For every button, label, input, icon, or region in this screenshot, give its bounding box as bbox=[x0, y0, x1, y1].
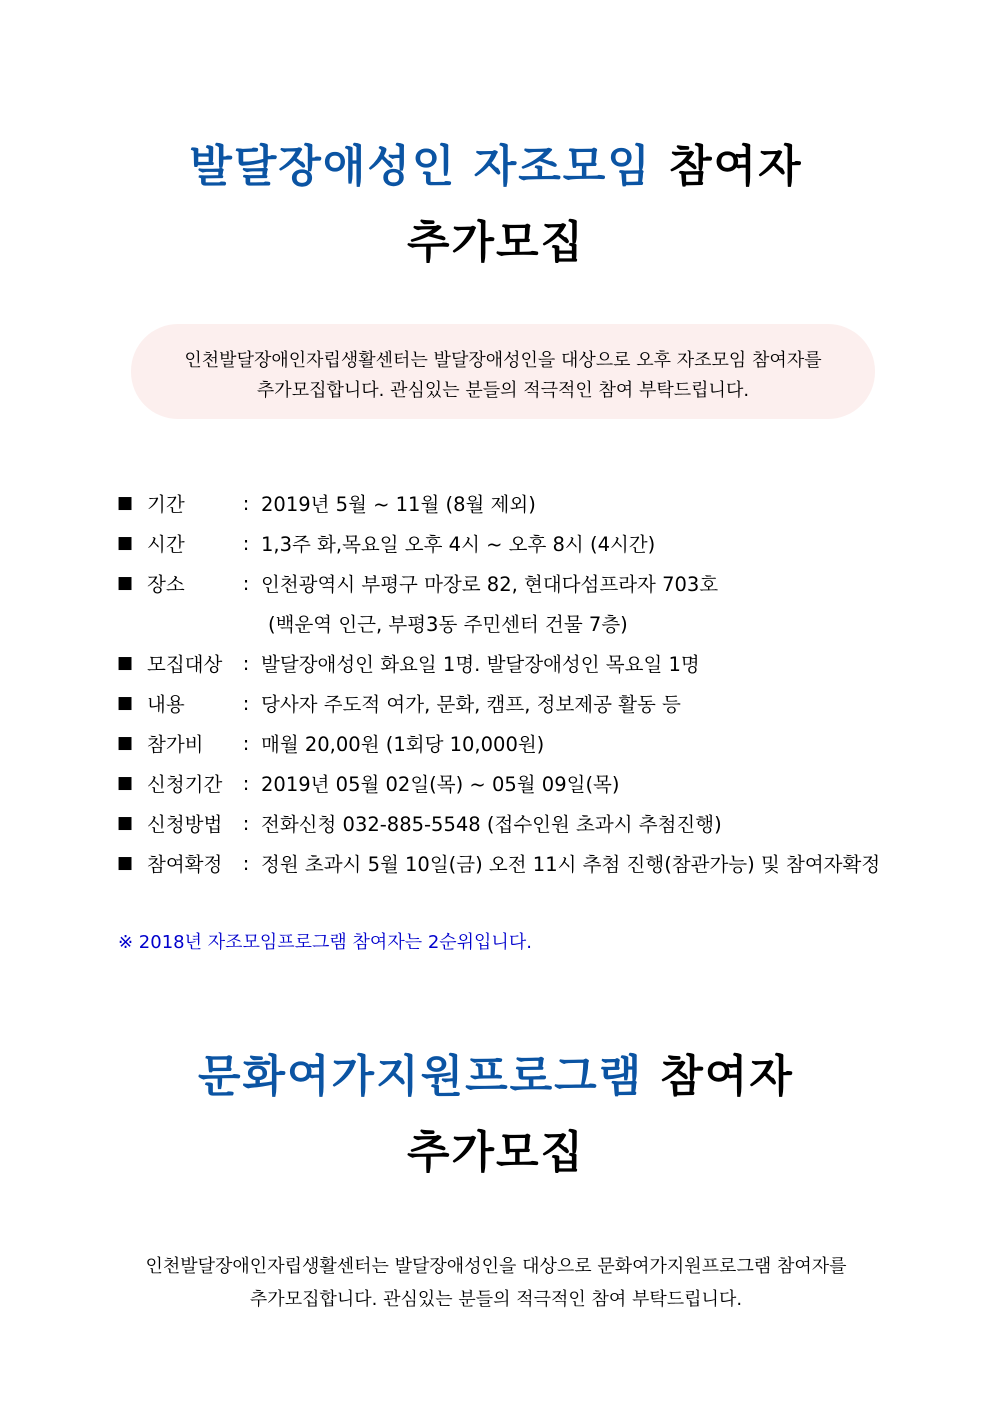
info-value: 정원 초과시 5월 10일(금) 오전 11시 추첨 진행(참관가능) 및 참여자확정 bbox=[261, 853, 881, 876]
info-row-location-detail bbox=[117, 603, 917, 643]
colon-separator: : bbox=[242, 491, 250, 515]
colon-separator: : bbox=[242, 811, 250, 835]
info-label: 신청방법 bbox=[147, 813, 223, 836]
info-label: 모집대상 bbox=[147, 653, 223, 676]
info-value: 당사자 주도적 여가, 문화, 캠프, 정보제공 활동 등 bbox=[261, 693, 681, 716]
info-label: 참여확정 bbox=[147, 853, 223, 876]
bullet-icon: ■ bbox=[117, 493, 134, 513]
section2-subtitle: 추가모집 bbox=[406, 1127, 585, 1178]
section1-intro-line1: 인천발달장애인자립생활센터는 발달장애성인을 대상으로 오후 자조모임 참여자를 bbox=[184, 350, 822, 371]
section1-title-highlight: 발달장애성인 자조모임 bbox=[189, 141, 652, 192]
section1-title bbox=[0, 139, 992, 195]
info-value: 발달장애성인 화요일 1명. 발달장애성인 목요일 1명 bbox=[261, 653, 700, 676]
info-value: 1,3주 화,목요일 오후 4시 ~ 오후 8시 (4시간) bbox=[261, 533, 656, 556]
info-value: 2019년 5월 ~ 11월 (8월 제외) bbox=[261, 493, 536, 516]
section2-title bbox=[0, 1049, 992, 1105]
info-row-period bbox=[117, 483, 917, 523]
colon-separator: : bbox=[242, 571, 250, 595]
bullet-icon: ■ bbox=[117, 533, 134, 553]
section1-notice-box bbox=[131, 324, 875, 419]
info-row-application-method bbox=[117, 803, 917, 843]
info-value: 매월 20,00원 (1회당 10,000원) bbox=[261, 733, 545, 756]
info-label: 참가비 bbox=[147, 733, 204, 756]
footnote: ※ 2018년 자조모임프로그램 참여자는 2순위입니다. bbox=[118, 932, 532, 953]
colon-separator: : bbox=[242, 691, 250, 715]
colon-separator: : bbox=[242, 731, 250, 755]
info-list bbox=[117, 483, 917, 883]
colon-separator: : bbox=[242, 651, 250, 675]
info-label: 신청기간 bbox=[147, 773, 223, 796]
section1-subtitle: 추가모집 bbox=[406, 217, 585, 268]
colon-separator: : bbox=[242, 531, 250, 555]
colon-separator: : bbox=[242, 771, 250, 795]
bullet-icon: ■ bbox=[117, 693, 134, 713]
bullet-icon: ■ bbox=[117, 853, 134, 873]
info-row-location bbox=[117, 563, 917, 603]
info-label: 장소 bbox=[147, 573, 185, 596]
info-label: 기간 bbox=[147, 493, 185, 516]
info-row-application-period bbox=[117, 763, 917, 803]
info-row-fee bbox=[117, 723, 917, 763]
section2-intro-line1: 인천발달장애인자립생활센터는 발달장애성인을 대상으로 문화여가지원프로그램 참여자를 bbox=[145, 1256, 847, 1277]
bullet-icon: ■ bbox=[117, 653, 134, 673]
section2-title-suffix: 참여자 bbox=[660, 1051, 794, 1102]
info-label: 내용 bbox=[147, 693, 185, 716]
info-value: (백운역 인근, 부평3동 주민센터 건물 7층) bbox=[268, 613, 628, 636]
info-label: 시간 bbox=[147, 533, 185, 556]
section2-intro-line2: 추가모집합니다. 관심있는 분들의 적극적인 참여 부탁드립니다. bbox=[249, 1289, 743, 1310]
bullet-icon: ■ bbox=[117, 813, 134, 833]
bullet-icon: ■ bbox=[117, 773, 134, 793]
bullet-icon: ■ bbox=[117, 733, 134, 753]
info-value: 2019년 05월 02일(목) ~ 05월 09일(목) bbox=[261, 773, 620, 796]
section1-intro-line2: 추가모집합니다. 관심있는 분들의 적극적인 참여 부탁드립니다. bbox=[256, 380, 750, 401]
info-row-confirmation bbox=[117, 843, 917, 883]
section1-title-suffix: 참여자 bbox=[669, 141, 803, 192]
info-row-time bbox=[117, 523, 917, 563]
info-value: 전화신청 032-885-5548 (접수인원 초과시 추첨진행) bbox=[261, 813, 722, 836]
info-row-content bbox=[117, 683, 917, 723]
info-value: 인천광역시 부평구 마장로 82, 현대다섬프라자 703호 bbox=[261, 573, 719, 596]
info-row-target bbox=[117, 643, 917, 683]
colon-separator: : bbox=[242, 851, 250, 875]
section2-title-highlight: 문화여가지원프로그램 bbox=[198, 1051, 644, 1102]
bullet-icon: ■ bbox=[117, 573, 134, 593]
